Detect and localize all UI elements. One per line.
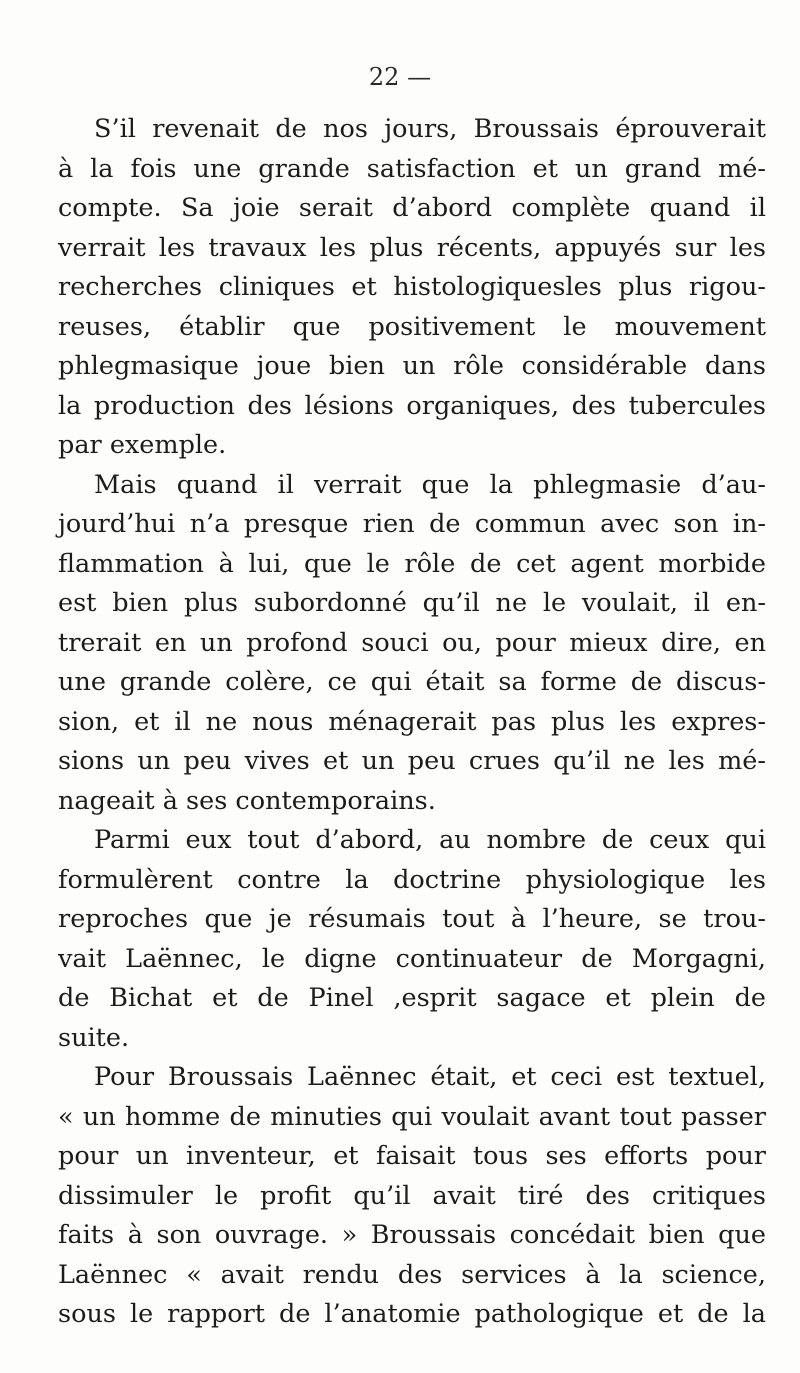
text-line: pour un inventeur, et faisait tous ses efforts pour bbox=[58, 1141, 766, 1171]
text-line: faits à son ouvrage. » Broussais concédait bien que bbox=[58, 1220, 766, 1250]
text-line: phlegmasique joue bien un rôle considérable dans bbox=[58, 351, 766, 381]
text-line: dissimuler le profit qu’il avait tiré des critiques bbox=[58, 1180, 766, 1211]
text-line: une grande colère, ce qui était sa forme de discus- bbox=[58, 667, 766, 697]
text-line: S’il revenait de nos jours, Broussais éprouverait bbox=[94, 114, 766, 144]
text-line: Mais quand il verrait que la phlegmasie d’au- bbox=[94, 469, 766, 500]
text-line: reproches que je résumais tout à l’heure, se trou- bbox=[58, 904, 766, 934]
body-text bbox=[58, 110, 766, 1335]
text-line: verrait les travaux les plus récents, appuyés sur les bbox=[58, 232, 766, 263]
text-line: à la fois une grande satisfaction et un grand mé- bbox=[58, 153, 766, 184]
text-line: Laënnec « avait rendu des services à la science, bbox=[58, 1259, 766, 1290]
text-line: « un homme de minuties qui voulait avant tout passer bbox=[58, 1101, 766, 1132]
text-line: la production des lésions organiques, des tubercules bbox=[58, 390, 766, 421]
text-line: nageait à ses contemporains. bbox=[58, 785, 436, 816]
text-line: compte. Sa joie serait d’abord complète quand il bbox=[58, 193, 766, 223]
page-number: 22 — bbox=[368, 63, 432, 91]
text-line: de Bichat et de Pinel ,esprit sagace et plein de bbox=[58, 983, 766, 1013]
text-line: Pour Broussais Laënnec était, et ceci est textuel, bbox=[94, 1062, 766, 1092]
text-line: par exemple. bbox=[58, 430, 227, 460]
text-line: vait Laënnec, le digne continuateur de Morgagni, bbox=[58, 943, 766, 974]
text-line: sous le rapport de l’anatomie pathologique et de la bbox=[58, 1299, 766, 1329]
text-line: formulèrent contre la doctrine physiologique les bbox=[58, 864, 766, 895]
text-line: est bien plus subordonné qu’il ne le voulait, il en- bbox=[58, 588, 766, 618]
text-line: suite. bbox=[58, 1022, 130, 1053]
text-line: jourd’hui n’a presque rien de commun avec son in- bbox=[58, 509, 766, 539]
text-line: Parmi eux tout d’abord, au nombre de ceux qui bbox=[94, 825, 766, 855]
text-line: sions un peu vives et un peu crues qu’il ne les mé- bbox=[58, 746, 766, 776]
text-line: sion, et il ne nous ménagerait pas plus les expres- bbox=[58, 706, 766, 737]
text-line: flammation à lui, que le rôle de cet agent morbide bbox=[58, 548, 766, 579]
text-line: trerait en un profond souci ou, pour mieux dire, en bbox=[58, 627, 766, 658]
text-line: reuses, établir que positivement le mouvement bbox=[58, 311, 766, 342]
text-line: recherches cliniques et histologiquesles plus rigou- bbox=[58, 272, 766, 302]
